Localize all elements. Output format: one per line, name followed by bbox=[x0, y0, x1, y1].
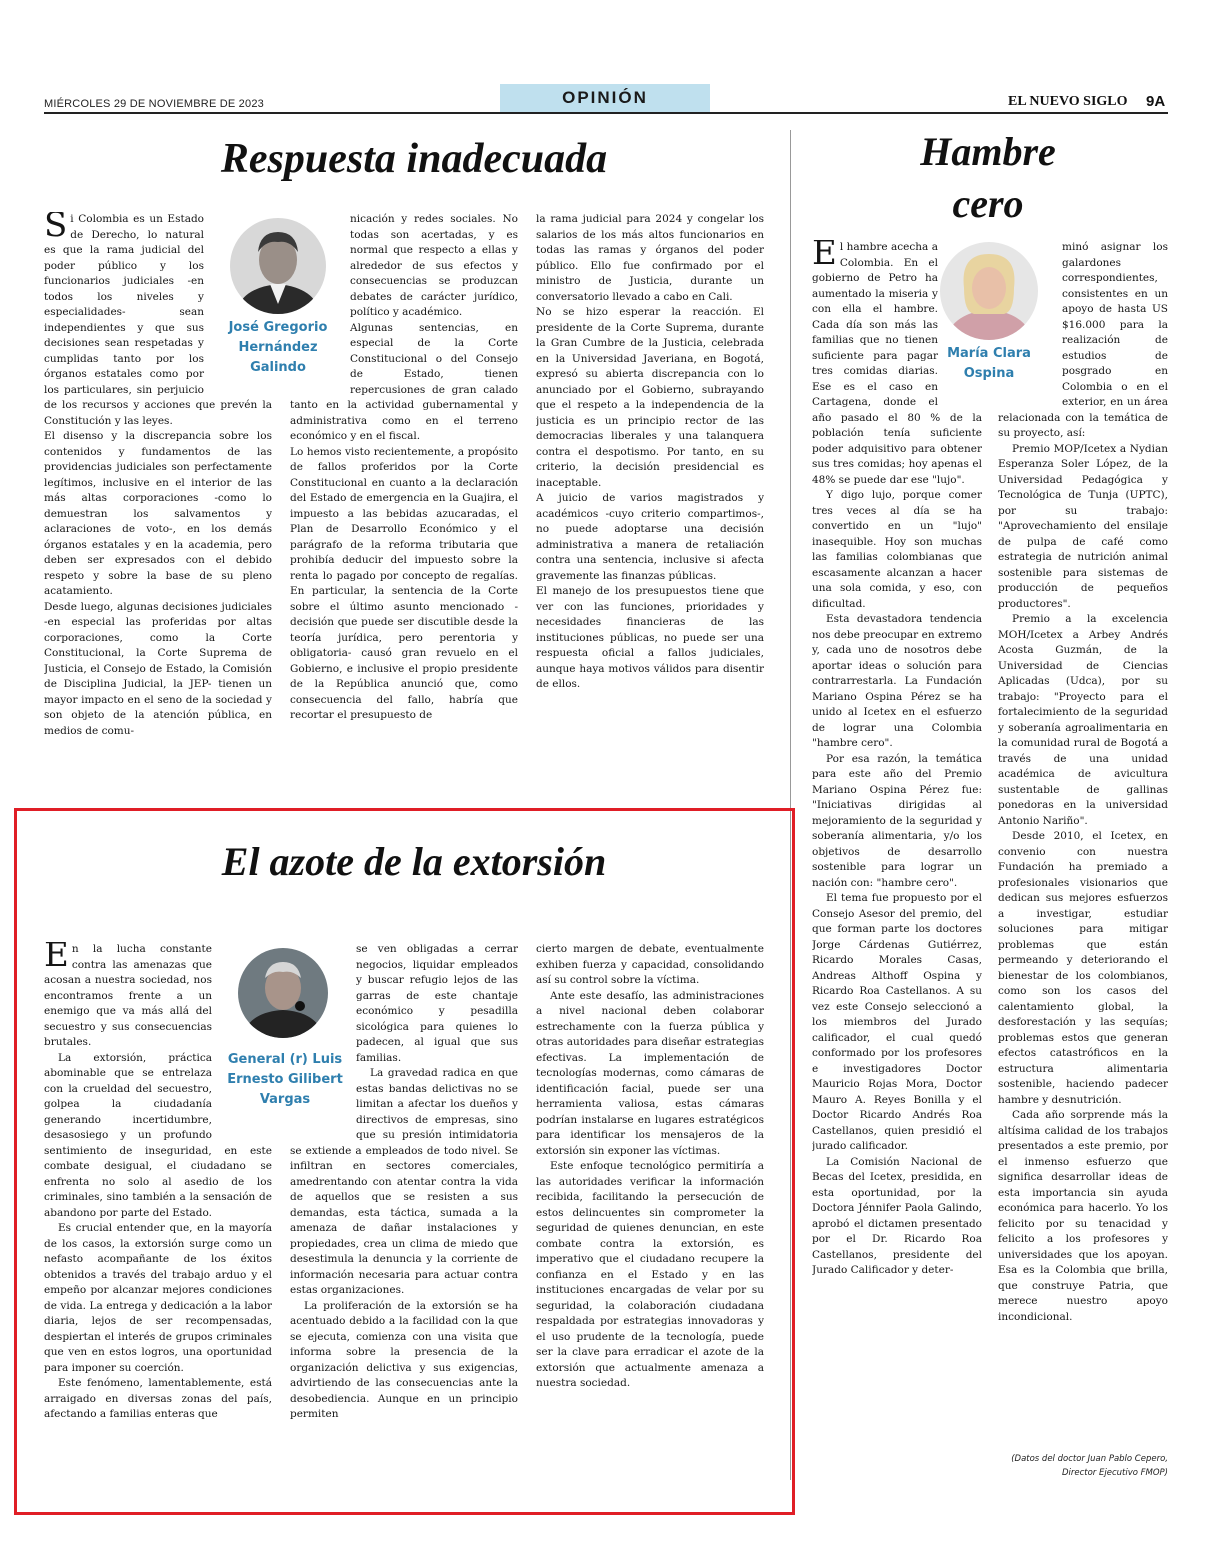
newspaper-name: EL NUEVO SIGLO bbox=[1008, 94, 1128, 109]
paragraph: Esta devastadora tendencia nos debe preocupar en extremo y, cada uno de nosotros debe aportar ideas o solución para contrarrestarla. La Fundación Mariano Ospina Pérez se ha unido al Icetex en el esfuerzo de lograr una Colombia "hambre cero". bbox=[812, 613, 982, 749]
paragraph: La Comisión Nacional de Becas del Icetex, presidida, en esta oportunidad, por la Doctora Jénnifer Paola Galindo, aprobó el dictamen presentado por el Dr. Ricardo Roa Castellanos, presidente del Jurado Calificador y deter- bbox=[812, 1155, 982, 1276]
paragraph: La gravedad radica en que estas bandas delictivas no se limitan a afectar los dueños y directivos de empresas, sino que su presión intimidatoria se extiende a empleados de todo nivel. Se infiltran en sectores comerciales, amedrentando con atentar contra la vida de aquellos que se resisten a sus demandas, esta táctica, sumada a la amenaza de dañar instalaciones y propiedades, crea un clima de miedo que desestimula la denuncia y la corriente de información necesaria para actuar contra estas organizaciones. bbox=[290, 1067, 518, 1296]
paragraph: El tema fue propuesto por el Consejo Asesor del premio, del que forman parte los doctores Jorge Cárdenas Gutiérrez, Ricardo Morales Casas, Andreas Althoff Ospina y Ricardo Roa Castellanos. A su vez este Consejo seleccionó a los miembros del Jurado calificador, el cual quedó conformado por los profesores e investigadores Doctor Mauricio Rojas Mora, Doctor Mauro A. Reyes Bonilla y el Doctor Ricardo Andrés Roa Castellanos, quien presidió el jurado calificador. bbox=[812, 892, 982, 1152]
header-rule bbox=[44, 112, 1168, 114]
paragraph: cierto margen de debate, eventualmente exhiben fuerza y capacidad, consolidando así su control sobre la víctima. bbox=[536, 943, 764, 986]
page-number: 9A bbox=[1146, 93, 1166, 110]
article-title: cero bbox=[952, 181, 1024, 226]
paragraph: minó asignar los galardones correspondientes, consistentes en un apoyo de hasta US $16.000 para la realización de estudios de posgrado en Colombia o en el exterior, en un área relacionada con la temática de su proyecto, así: bbox=[998, 241, 1168, 439]
drop-cap: S bbox=[44, 212, 68, 245]
article-column bbox=[44, 212, 272, 760]
paragraph: Es crucial entender que, en la mayoría de los casos, la extorsión surge como un nefasto acompañante de los éxitos obtenidos a través del trabajo arduo y el empeño por alcanzar mejores condiciones de vida. La entrega y dedicación a la labor diaria, lejos de ser recompensadas, despiertan el interés de grupos criminales que ven en estos logros, una oportunidad para imponer su coerción. bbox=[44, 1222, 272, 1374]
paragraph: Este fenómeno, lamentablemente, está arraigado en diversas zonas del país, afectando a familias enteras que bbox=[44, 1377, 272, 1420]
article-title: Hambre bbox=[920, 129, 1056, 174]
paragraph: Premio MOP/Icetex a Nydian Esperanza Soler López, de la Universidad Pedagógica y Tecnológica de Tunja (UPTC), por su trabajo: "Aprovechamiento del ensilaje de pulpa de café como estrategia de nutrición animal sostenible para sistemas de producción de pequeños productores". bbox=[998, 442, 1168, 610]
paragraph: se ven obligadas a cerrar negocios, liquidar empleados y buscar refugio lejos de las garras de este chantaje económico y pesadilla sicológica para quienes lo padecen, al igual que sus familias. bbox=[356, 943, 518, 1064]
drop-cap: E bbox=[812, 240, 837, 273]
article-column bbox=[290, 212, 518, 760]
paragraph: nicación y redes sociales. No todas son acertadas, y es normal que respecto a ellas y alrededor de sus efectos y consecuencias se produzcan debates de carácter jurídico, político y académico. bbox=[350, 213, 518, 318]
article-column bbox=[290, 942, 518, 1482]
paragraph: la rama judicial para 2024 y congelar los salarios de los más altos funcionarios en todas las ramas y órganos del poder público. Ello fue confirmado por el ministro de Justicia, durante un conversatorio llevado a cabo en Cali. bbox=[536, 213, 764, 303]
drop-cap: E bbox=[44, 942, 69, 975]
paragraph: Y digo lujo, porque comer tres veces al día se ha convertido en un "lujo" inasequible. Hoy son muchas las familias colombianas que escasamente alcanzan a hacer una sola comida, y eso, con dificultad. bbox=[812, 489, 982, 610]
paragraph: Por esa razón, la temática para este año del Premio Mariano Ospina Pérez fue: "Iniciativas dirigidas al mejoramiento de la seguridad y soberanía alimentaria, y/o los objetivos de desarrollo sostenible para lograr un nación con: "hambre cero". bbox=[812, 752, 982, 889]
paragraph: Desde luego, algunas decisiones judiciales -en especial las proferidas por altas corporaciones, como la Corte Constitucional, la Corte Suprema de Justicia, el Consejo de Estado, la Comisión de Disciplina Judicial, la JEP- tienen un mayor impacto en el seno de la sociedad y son objeto de la atención pública, en medios de comu- bbox=[44, 600, 272, 737]
author-name: María Clara Ospina bbox=[947, 346, 1031, 381]
article-title: Respuesta inadecuada bbox=[220, 136, 608, 182]
article-column bbox=[998, 240, 1168, 1458]
paragraph: El disenso y la discrepancia sobre los contenidos y fundamentos de las providencias judiciales son perfectamente legítimos, inclusive en el interior de las más altas corporaciones -como lo demuestran los salvamentos y aclaraciones de voto-, en los demás órganos estatales y en la academia, pero deben ser expresados con el debido respeto y sobre la base de su pleno acatamiento. bbox=[44, 430, 272, 597]
paragraph: Desde 2010, el Icetex, en convenio con nuestra Fundación ha premiado a profesionales visionarios que dedican sus mejores esfuerzos a investigar, estudiar soluciones para mitigar problemas que están permeando y deteriorando el bienestar de los colombianos, como son los casos del calentamiento global, la desforestación y las sequías; problemas estos que generan efectos catastróficos en la estructura alimentaria sostenible, haciendo padecer hambre y desnutrición. bbox=[998, 830, 1168, 1106]
section-label: OPINIÓN bbox=[500, 84, 710, 112]
paragraph: Cada año sorprende más la altísima calidad de los trabajos presentados a este premio, por el inmenso esfuerzo que significa desarrollar ideas de esta importancia sin ayuda económica para hacerlo. Yo los felicito por su tenacidad y felicito a los profesores y universidades que los apoyan. Esa es la Colombia que brilla, que construye Patria, que merece nuestro apoyo incondicional. bbox=[998, 1109, 1168, 1323]
article-column bbox=[536, 942, 764, 1482]
paragraph: l hambre acecha a Colombia. En el gobierno de Petro ha aumentado la miseria y con ella el hambre. Cada día son más las familias que no tienen suficiente para pagar tres comidas diarias. Ese es el caso en Cartagena, donde el año pasado el 80 % de la población tenía suficiente poder adquisitivo para obtener sus tres comidas; hoy apenas el 48% se puede dar ese "lujo". bbox=[812, 241, 982, 486]
paragraph: Ante este desafío, las administraciones a nivel nacional deben colaborar estrechamente con la fuerza pública y otras autoridades para diseñar estrategias efectivas. La implementación de tecnologías modernas, como cámaras de identificación facial, puede ser una herramienta valiosa, estas cámaras podrían instalarse en lugares estratégicos para identificar los mensajeros de la extorsión sin exponer las víctimas. bbox=[536, 989, 764, 1157]
article-column bbox=[44, 942, 272, 1482]
author-name: José Gregorio Hernández Galindo bbox=[228, 320, 328, 375]
author-name: General (r) Luis Ernesto Gilibert Vargas bbox=[227, 1052, 343, 1107]
paragraph: A juicio de varios magistrados y académicos -cuyo criterio compartimos-, no puede adoptarse una decisión administrativa a manera de retaliación contra una sentencia, inclusive si afecta gravemente las finanzas públicas. bbox=[536, 492, 764, 582]
paragraph: El manejo de los presupuestos tiene que ver con las funciones, prioridades y necesidades financieras de las instituciones públicas, no puede ser una respuesta oficial a fallos judiciales, aunque haya motivos válidos para disentir de ellos. bbox=[536, 585, 764, 690]
paragraph: No se hizo esperar la reacción. El presidente de la Corte Suprema, durante la Gran Cumbre de la Justicia, celebrada en la Universidad Javeriana, en Bogotá, expresó su abierta discrepancia con lo anunciado por el Gobierno, subrayando que el respeto a la independencia de la justicia es un principio rector de las democracias liberales y una talanquera contra el despotismo. Por tanto, en su criterio, la decisión presidencial es inaceptable. bbox=[536, 306, 764, 489]
paragraph: La extorsión, práctica abominable que se entrelaza con la crueldad del secuestro, golpea la ciudadanía generando incertidumbre, desasosiego y un profundo sentimiento de inseguridad, en este combate desigual, el ciudadano se enfrenta no solo al asedio de los criminales, sino también a la sensación de abandono por parte del Estado. bbox=[44, 1051, 272, 1219]
paragraph: Premio a la excelencia MOH/Icetex a Arbey Andrés Acosta Guzmán, de la Universidad de Ciencias Aplicadas (Udca), por su trabajo: "Proyecto para el fortalecimiento de la seguridad y soberanía agroalimentaria en la comunidad rural de Bogotá a través de una unidad académica de avicultura sustentable de gallinas ponedoras en la universidad Antonio Nariño". bbox=[998, 613, 1168, 827]
source-credit: (Datos del doctor Juan Pablo Cepero, Director Ejecutivo FMOP) bbox=[1011, 1454, 1168, 1478]
paragraph: Este enfoque tecnológico permitiría a las autoridades verificar la información recibida, facilitando la persecución de estos delincuentes sin comprometer la seguridad de quienes denuncian, en este combate contra la extorsión, es imperativo que el ciudadano recupere la confianza en el Estado y en las instituciones encargadas de velar por su seguridad, la colaboración ciudadana respaldada por estrategias innovadoras y el uso prudente de la tecnología, puede ser la clave para erradicar el azote de la extorsión que actualmente amenaza a nuestra sociedad. bbox=[536, 1160, 764, 1389]
article-column bbox=[812, 240, 982, 1486]
article-title: El azote de la extorsión bbox=[221, 839, 607, 884]
header-date: MIÉRCOLES 29 DE NOVIEMBRE DE 2023 bbox=[44, 98, 264, 110]
paragraph: Lo hemos visto recientemente, a propósito de fallos proferidos por la Corte Constitucional en cuanto a la declaración del Estado de emergencia en la Guajira, el impuesto a las bebidas azucaradas, el Plan de Desarrollo Económico y el parágrafo de la reforma tributaria que prohibía deducir del impuesto sobre la renta lo pagado por concepto de regalías. En particular, la sentencia de la Corte sobre el último asunto mencionado -decisión que puede ser discutible desde la teoría jurídica, pero perentoria y obligatoria- causó gran revuelo en el Gobierno, e inclusive el propio presidente de la República anunció que, como consecuencia del fallo, habría que recortar el presupuesto de bbox=[290, 445, 518, 721]
paragraph: n la lucha constante contra las amenazas que acosan a nuestra sociedad, nos encontramos frente a un enemigo que va más allá del secuestro y sus consecuencias brutales. bbox=[44, 943, 212, 1048]
paragraph: i Colombia es un Estado de Derecho, lo natural es que la rama judicial del poder público y los funcionarios judiciales -en todos los niveles y especialidades- sean independientes y que sus decisiones sean respetadas y cumplidas tanto por los órganos estatales como por los particulares, sin perjuicio de los recursos y acciones que prevén la Constitución y las leyes. bbox=[44, 213, 272, 427]
paragraph: La proliferación de la extorsión se ha acentuado debido a la facilidad con la que se ejecuta, comienza con una visita que informa sobre la presencia de la organización delictiva y sus exigencias, advirtiendo de las consecuencias ante la desobediencia. Aunque en un principio permiten bbox=[290, 1299, 518, 1420]
paragraph: Algunas sentencias, en especial de la Corte Constitucional o del Consejo de Estado, tienen repercusiones de gran calado tanto en la actividad gubernamental y administrativa como en el terreno económico y en el fiscal. bbox=[290, 321, 518, 442]
article-column bbox=[536, 212, 764, 760]
